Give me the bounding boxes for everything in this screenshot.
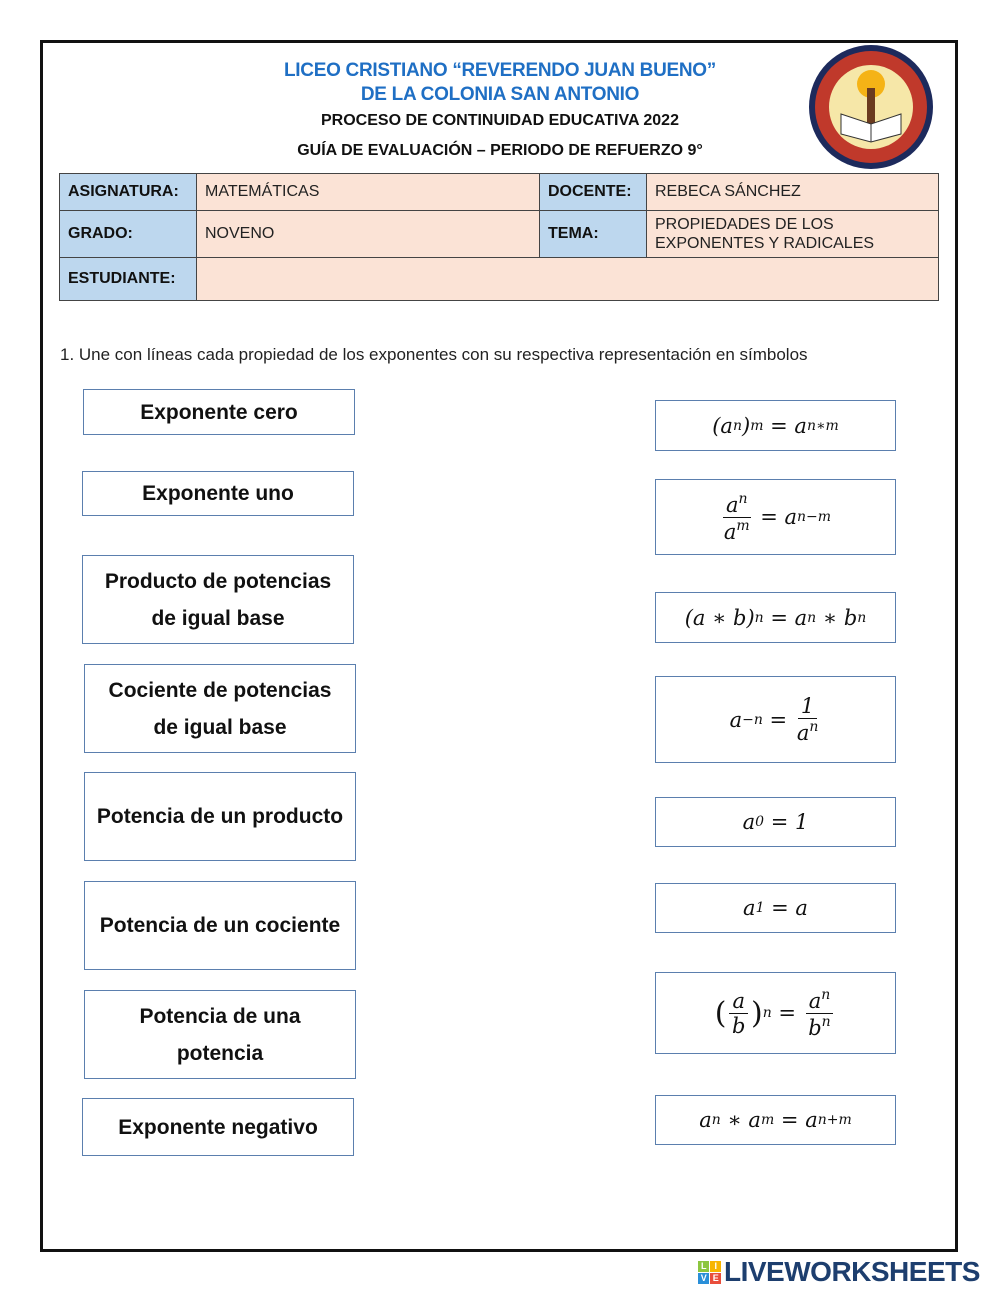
property-box[interactable]: Producto de potencias de igual base [82,555,354,644]
asignatura-value: MATEMÁTICAS [197,174,540,211]
logo-letter-tile: E [710,1273,721,1284]
liveworksheets-logo [698,1256,980,1288]
property-box[interactable]: Exponente cero [83,389,355,435]
formula-box[interactable] [655,479,896,555]
formula-box[interactable] [655,972,896,1054]
exponent: n∗m [806,417,839,434]
formula-term: (a ∗ b) [684,605,755,630]
formula-box[interactable] [655,797,896,847]
formula-term: a [699,1108,712,1132]
fraction [729,989,748,1038]
formula-term: ∗ b [816,605,858,630]
question-text: 1. Une con líneas cada propiedad de los exponentes con su respectiva representación en símbolos [60,345,808,364]
formula-term: b [808,1015,822,1040]
school-location: DE LA COLONIA SAN ANTONIO [360,84,640,105]
denominator [732,1014,745,1038]
tema-value: PROPIEDADES DE LOS EXPONENTES Y RADICALES [647,211,939,258]
exponent: n [821,986,831,1003]
exponent: n [762,1005,772,1021]
exponent: n [711,1112,721,1128]
property-box[interactable]: Exponente uno [82,471,354,516]
paren: ) [750,995,763,1031]
numerator [729,989,748,1014]
formula-box[interactable] [655,592,896,643]
logo-letter-tile: I [710,1261,721,1272]
exponent: n [857,609,867,626]
formula-term: a [723,519,737,544]
property-box[interactable]: Potencia de una potencia [84,990,356,1079]
estudiante-label: ESTUDIANTE: [60,258,197,301]
asignatura-label: ASIGNATURA: [60,174,197,211]
numerator [806,987,834,1014]
formula-term: = a [763,413,807,438]
exponent: n [807,609,817,626]
formula-term: b [731,1013,746,1038]
exponent: 0 [755,814,765,830]
property-box[interactable]: Cociente de potencias de igual base [84,664,356,753]
paren: ( [714,995,727,1031]
formula-term: (a [712,413,733,438]
formula-term: = a [753,505,797,529]
formula-term: = [762,707,794,732]
school-name: LICEO CRISTIANO “REVERENDO JUAN BUENO” [284,60,716,81]
formula-box[interactable] [655,400,896,451]
formula-box[interactable] [655,676,896,763]
docente-value: REBECA SÁNCHEZ [647,174,939,211]
formula-term: = 1 [764,810,809,834]
formula-term: a [808,988,822,1013]
property-box[interactable]: Exponente negativo [82,1098,354,1156]
tema-label: TEMA: [540,211,647,258]
formula-box[interactable] [655,883,896,933]
formula-term: a [732,988,745,1013]
formula-term: 1 [800,694,815,718]
exponent: m [736,517,750,534]
grado-label: GRADO: [60,211,197,258]
exponent: n+m [817,1112,852,1128]
formula-term: ∗ a [720,1108,761,1132]
formula-term: a [743,896,756,920]
docente-label: DOCENTE: [540,174,647,211]
brand-name: LIVEWORKSHEETS [724,1256,980,1287]
denominator [724,518,750,544]
numerator [723,491,751,518]
exponent: n [821,1013,831,1030]
formula-term: ) [741,413,751,438]
numerator [798,694,817,719]
property-box[interactable]: Potencia de un producto [84,772,356,861]
denominator [797,719,819,745]
formula-term: a [725,492,739,517]
guide-title: GUÍA DE EVALUACIÓN – PERIODO DE REFUERZO 9° [297,142,703,159]
exponent: n [738,490,748,507]
property-box[interactable]: Potencia de un cociente [84,881,356,970]
formula-box[interactable] [655,1095,896,1145]
fraction [723,491,751,544]
logo-letter-tile: V [698,1273,709,1284]
exponent: n [732,417,742,434]
exponent: n [809,719,819,735]
fraction [806,987,834,1040]
formula-term: a [796,721,810,745]
exponent: 1 [755,900,765,916]
fraction [797,694,819,745]
formula-term: = a [764,896,808,920]
exponent: n−m [797,509,832,525]
process-title: PROCESO DE CONTINUIDAD EDUCATIVA 2022 [321,112,679,129]
formula-term: = a [763,605,808,630]
exponent: m [760,1112,775,1128]
formula-term: a [742,810,756,834]
exponent: n [754,609,764,626]
denominator [808,1014,830,1040]
estudiante-input[interactable] [197,258,939,301]
exponent: −n [742,711,763,728]
grado-value: NOVENO [197,211,540,258]
formula-term: = [771,1001,803,1025]
info-table [59,173,939,301]
exponent: m [750,417,764,434]
formula-term: = a [774,1108,818,1132]
school-seal-logo [807,44,935,170]
formula-term: a [729,707,743,732]
logo-tiles [698,1261,721,1284]
logo-letter-tile: L [698,1261,709,1272]
